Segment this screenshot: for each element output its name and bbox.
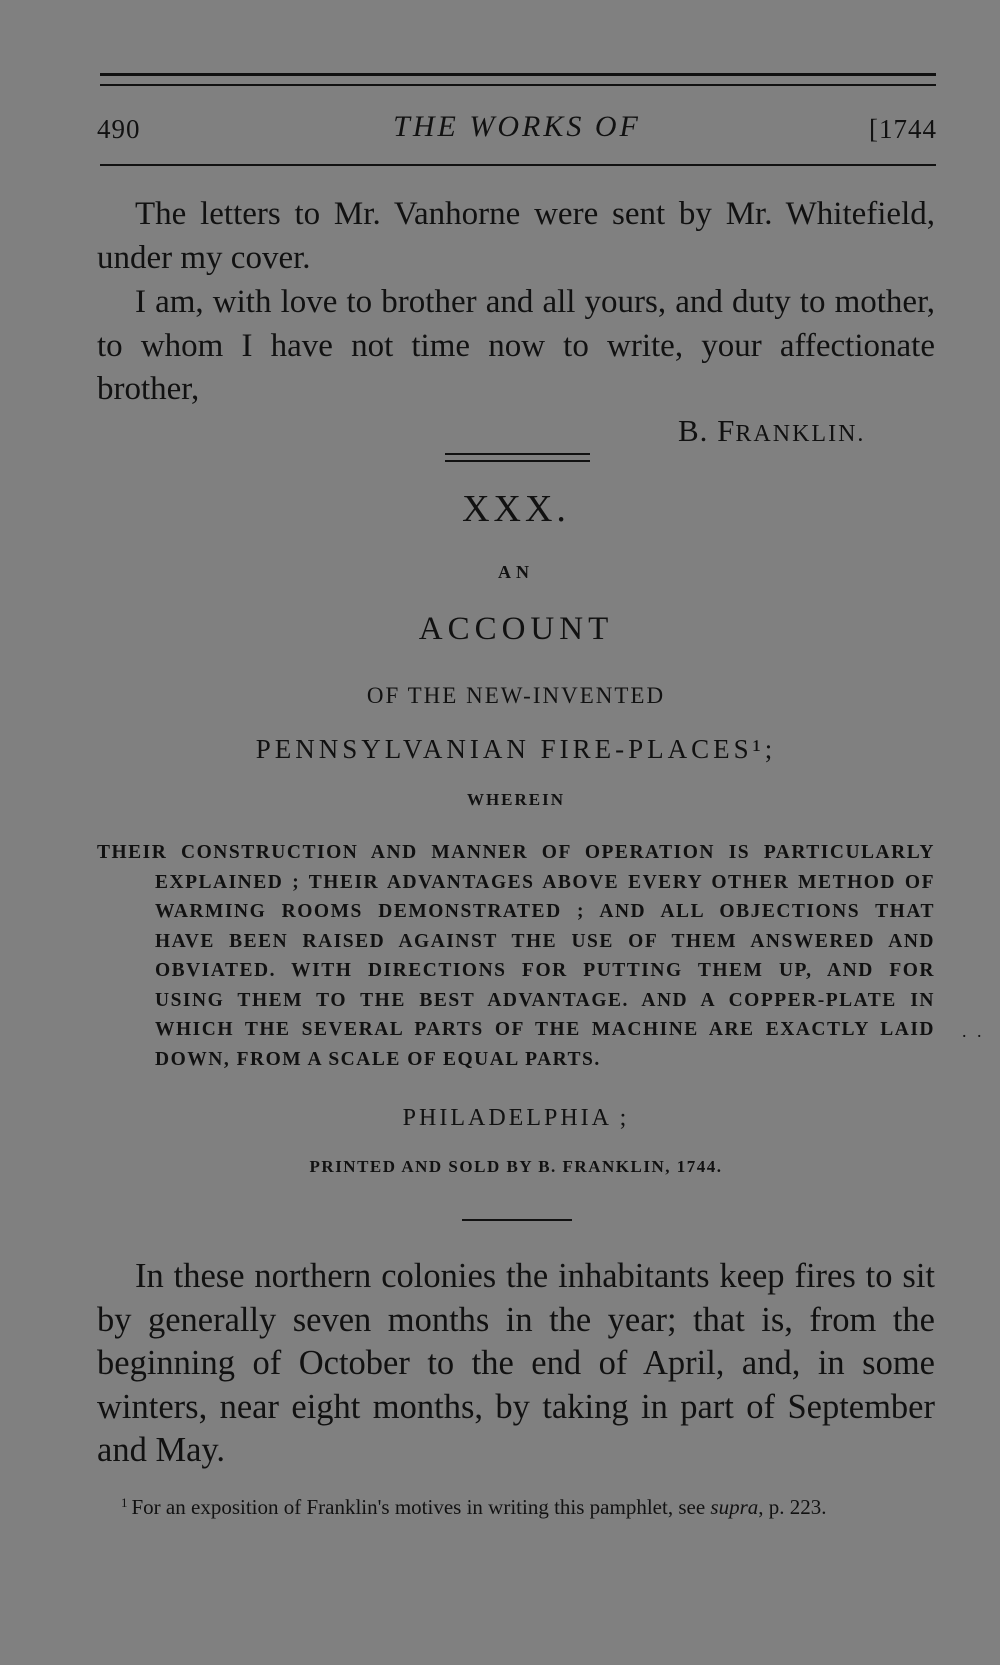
running-header	[97, 108, 937, 148]
footnote: $^1$ For an exposition of Franklin's motives in writing this pamphlet, see supra, p. 223.	[121, 1495, 827, 1519]
title-wherein: WHEREIN	[466, 790, 566, 809]
title-of-the-new-invented: OF THE NEW-INVENTED	[366, 683, 666, 708]
imprint-place: PHILADELPHIA ;	[402, 1105, 630, 1131]
header-bottom-rule	[100, 164, 936, 166]
running-title: THE WORKS OF	[393, 110, 641, 143]
header-top-rule	[100, 73, 936, 76]
imprint-line: PRINTED AND SOLD BY B. FRANKLIN, 1744.	[309, 1157, 723, 1176]
signature: B. FRANKLIN.	[678, 413, 866, 448]
section-divider-bottom	[445, 460, 590, 462]
header-year: [1744	[869, 114, 937, 144]
section-divider-short	[462, 1219, 572, 1221]
margin-mark: . .	[962, 1021, 985, 1041]
title-description: THEIR CONSTRUCTION AND MANNER OF OPERATION IS PARTICULARLY EXPLAINED ; THEIR ADVANTAGES ABOVE EVERY OTHER METHOD OF WARMING ROOMS DEMONSTRATED ; AND ALL OBJECTIONS THAT HAVE BEEN RAISED AGAINST THE USE OF THEM ANSWERED AND OBVIATED. WITH DIRECTIONS FOR PUTTING THEM UP, AND FOR USING THEM TO THE BEST ADVANTAGE. AND A COPPER-PLATE IN WHICH THE SEVERAL PARTS OF THE MACHINE ARE EXACTLY LAID DOWN, FROM A SCALE OF EQUAL PARTS.	[97, 842, 935, 1070]
footnote-marker: 1	[121, 1495, 128, 1510]
letter-paragraph-1: The letters to Mr. Vanhorne were sent by Mr. Whitefield, under my cover.	[97, 196, 935, 276]
section-divider-top	[445, 453, 590, 455]
title-an: AN	[498, 562, 534, 582]
title-pennsylvanian-fire-places: PENNSYLVANIAN FIRE-PLACES¹;	[255, 734, 777, 764]
header-top-rule-thin	[100, 84, 936, 86]
page-number: 490	[97, 114, 141, 144]
letter-paragraph-2: I am, with love to brother and all yours, and duty to mother, to whom I have not time now to write, your affectionate brother,	[97, 284, 935, 407]
title-account: ACCOUNT	[418, 611, 614, 647]
document-number: XXX.	[462, 488, 570, 530]
body-paragraph: In these northern colonies the inhabitants keep fires to sit by generally seven months in the year; that is, from the beginning of October to the end of April, and, in some winters, near eight months, by taking in part of September and May.	[97, 1257, 935, 1469]
